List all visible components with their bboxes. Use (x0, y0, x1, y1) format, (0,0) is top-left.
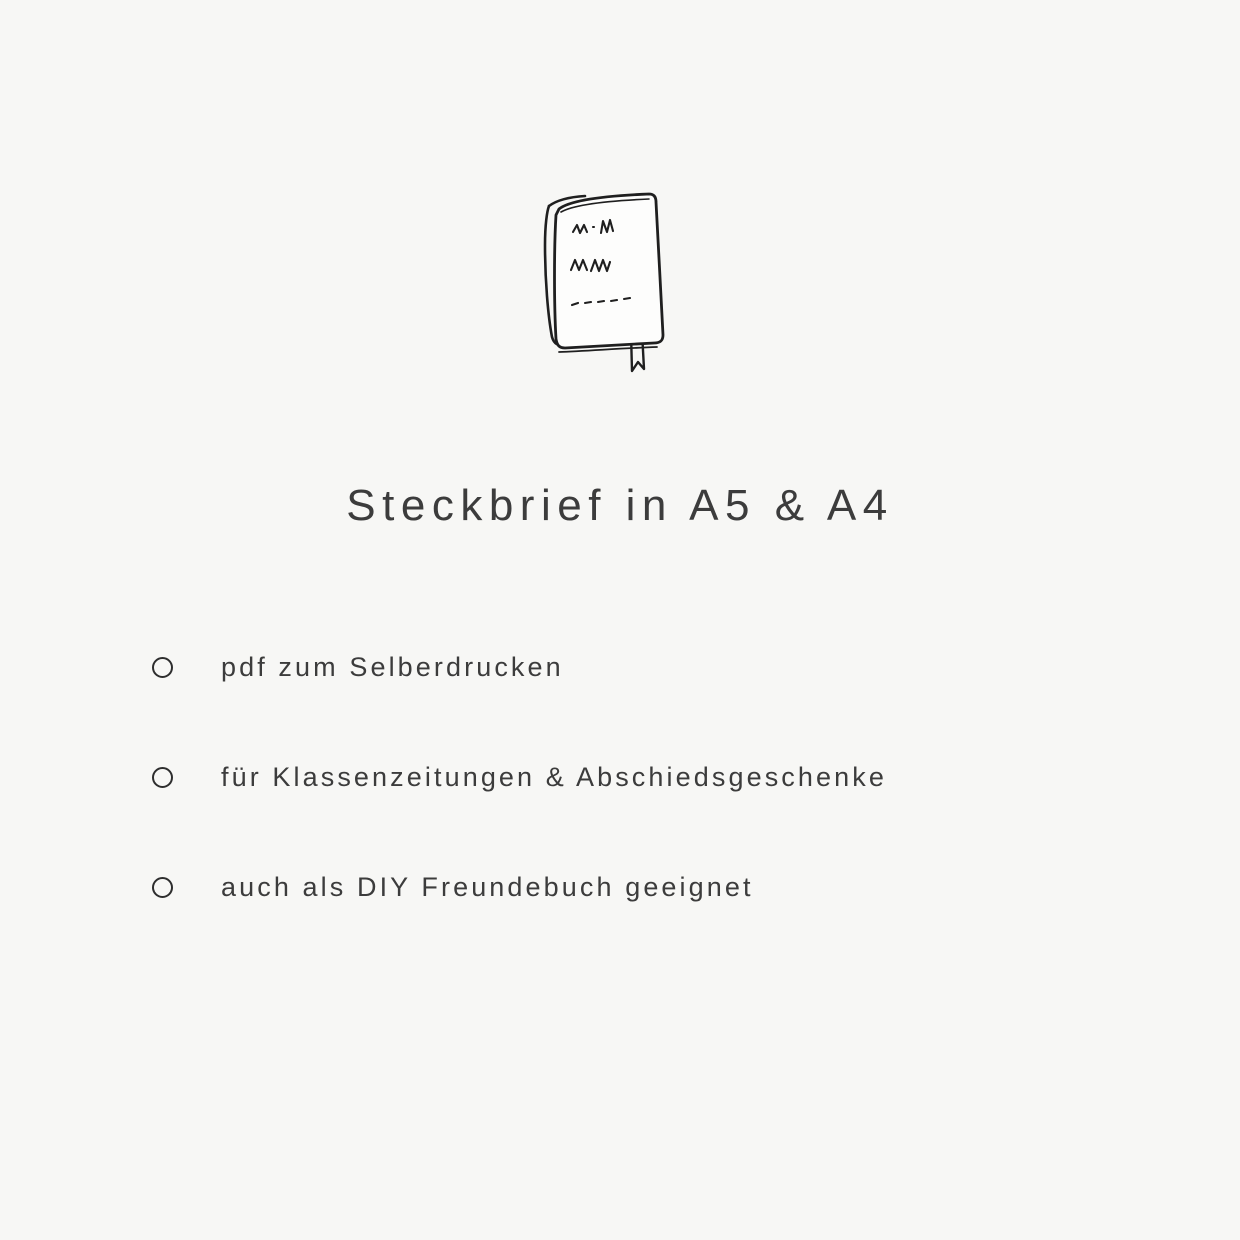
feature-label: pdf zum Selberdrucken (221, 651, 564, 682)
list-item (152, 722, 1132, 832)
notebook-doodle-icon (525, 185, 715, 400)
list-item (152, 612, 1132, 722)
circle-bullet-icon (152, 877, 173, 898)
illustration-container (0, 185, 1240, 400)
feature-list (152, 612, 1132, 942)
feature-label: auch als DIY Freundebuch geeignet (221, 871, 754, 902)
list-item (152, 832, 1132, 942)
circle-bullet-icon (152, 767, 173, 788)
circle-bullet-icon (152, 657, 173, 678)
page-title: Steckbrief in A5 & A4 (346, 481, 894, 530)
feature-label: für Klassenzeitungen & Abschiedsgeschenke (221, 761, 887, 792)
